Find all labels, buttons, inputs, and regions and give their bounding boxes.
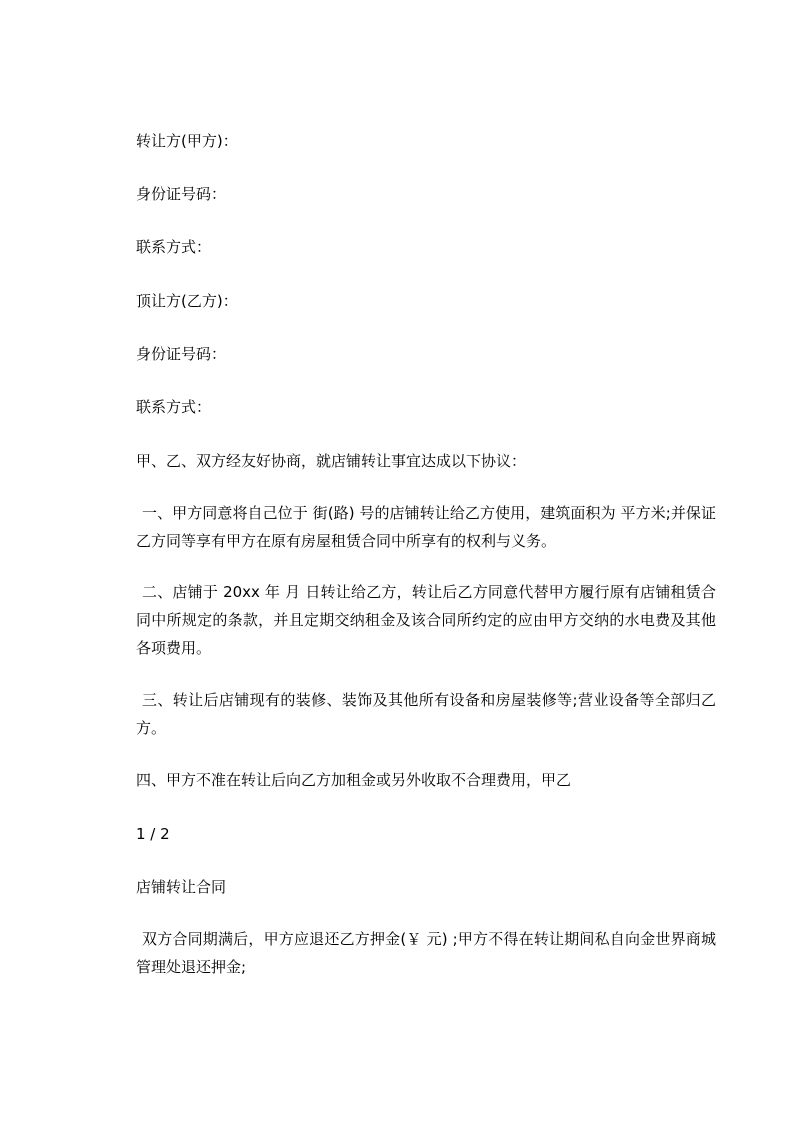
transferor-label: 转让方(甲方)： (136, 132, 238, 150)
party-b-contact-label: 联系方式： (136, 398, 212, 416)
clause-1: 一、甲方同意将自己位于 街(路) 号的店铺转让给乙方使用，建筑面积为 平方米;并保证乙方同等享有甲方在原有房屋租赁合同中所享有的权利与义务。 (136, 504, 716, 550)
running-title: 店铺转让合同 (136, 878, 227, 896)
clause-2: 二、店铺于 20xx 年 月 日转让给乙方，转让后乙方同意代替甲方履行原有店铺租赁合同中所规定的条款，并且定期交纳租金及该合同所约定的应由甲方交纳的水电费及其他各项费用。 (136, 583, 716, 657)
party-a-id-label: 身份证号码： (136, 185, 227, 203)
page-number: 1 / 2 (136, 825, 170, 843)
party-b-id-label: 身份证号码： (136, 345, 227, 363)
continuation-paragraph: 双方合同期满后，甲方应退还乙方押金(￥ 元) ;甲方不得在转让期间私自向金世界商城管理处退还押金; (136, 930, 716, 976)
transferee-label: 顶让方(乙方)： (136, 292, 238, 310)
agreement-intro: 甲、乙、双方经友好协商，就店铺转让事宜达成以下协议： (136, 452, 527, 470)
party-a-contact-label: 联系方式： (136, 238, 212, 256)
clause-4: 四、甲方不准在转让后向乙方加租金或另外收取不合理费用，甲乙 (136, 771, 572, 789)
clause-3: 三、转让后店铺现有的装修、装饰及其他所有设备和房屋装修等;营业设备等全部归乙方。 (136, 691, 716, 737)
